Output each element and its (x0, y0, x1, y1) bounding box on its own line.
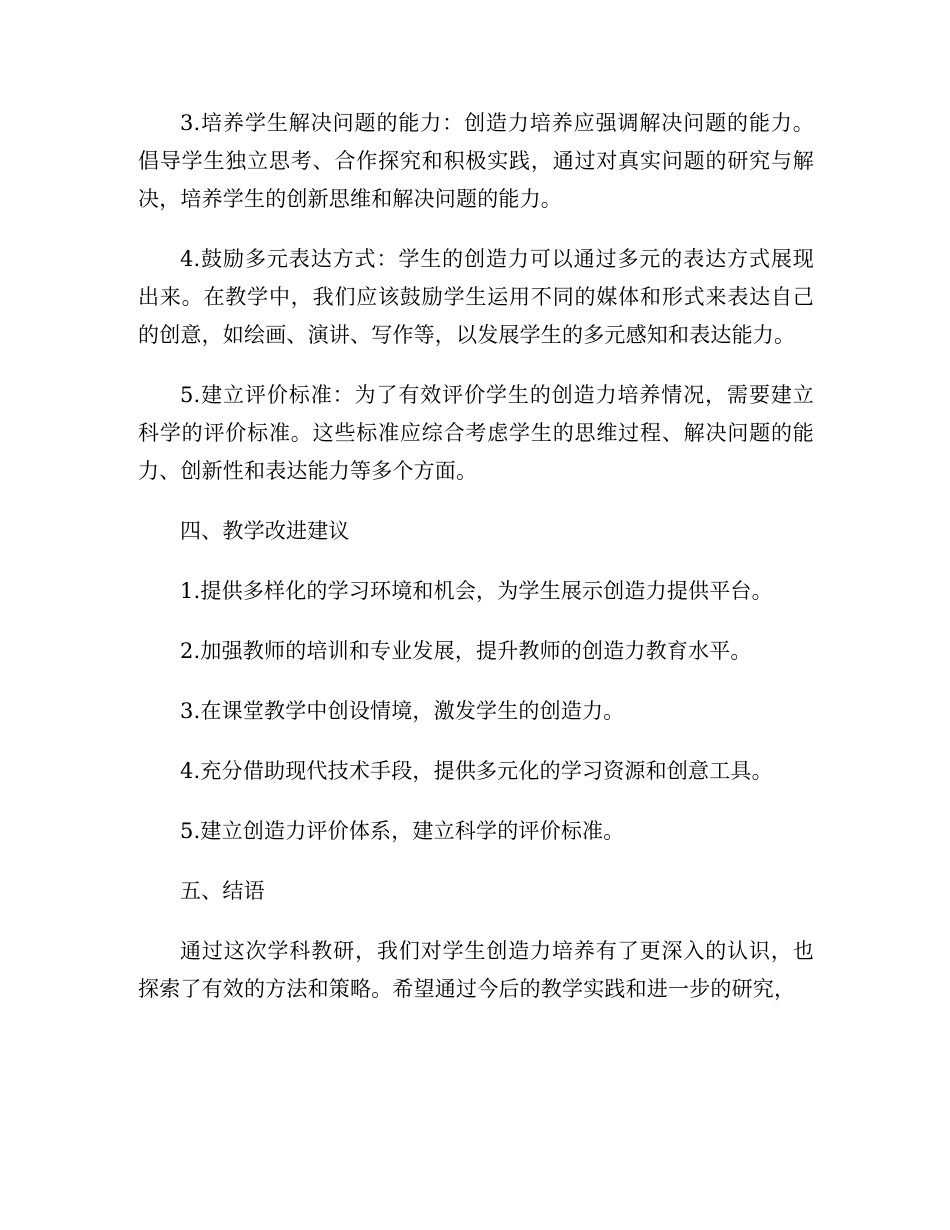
list-item-3: 3.在课堂教学中创设情境，激发学生的创造力。 (180, 699, 625, 723)
paragraph-conclusion: 通过这次学科教研，我们对学生创造力培养有了更深入的认识，也探索了有效的方法和策略。希望通过今后的教学实践和进一步的研究， (138, 939, 814, 1001)
list-item-2: 2.加强教师的培训和专业发展，提升教师的创造力教育水平。 (180, 639, 752, 663)
list-item-1: 1.提供多样化的学习环境和机会，为学生展示创造力提供平台。 (180, 579, 773, 603)
paragraph-evaluation-standard: 5.建立评价标准：为了有效评价学生的创造力培养情况，需要建立科学的评价标准。这些标准应综合考虑学生的思维过程、解决问题的能力、创新性和表达能力等多个方面。 (138, 383, 814, 483)
paragraph-multiple-expression: 4.鼓励多元表达方式：学生的创造力可以通过多元的表达方式展现出来。在教学中，我们应该鼓励学生运用不同的媒体和形式来表达自己的创意，如绘画、演讲、写作等，以发展学生的多元感知和表达能力。 (138, 247, 814, 347)
section-heading-conclusion: 五、结语 (180, 879, 265, 903)
paragraph-problem-solving: 3.培养学生解决问题的能力：创造力培养应强调解决问题的能力。倡导学生独立思考、合作探究和积极实践，通过对真实问题的研究与解决，培养学生的创新思维和解决问题的能力。 (138, 111, 814, 211)
list-item-5: 5.建立创造力评价体系，建立科学的评价标准。 (180, 819, 625, 843)
section-heading-improvement: 四、教学改进建议 (180, 519, 350, 543)
list-item-4: 4.充分借助现代技术手段，提供多元化的学习资源和创意工具。 (180, 759, 773, 783)
document-body (138, 104, 814, 1030)
